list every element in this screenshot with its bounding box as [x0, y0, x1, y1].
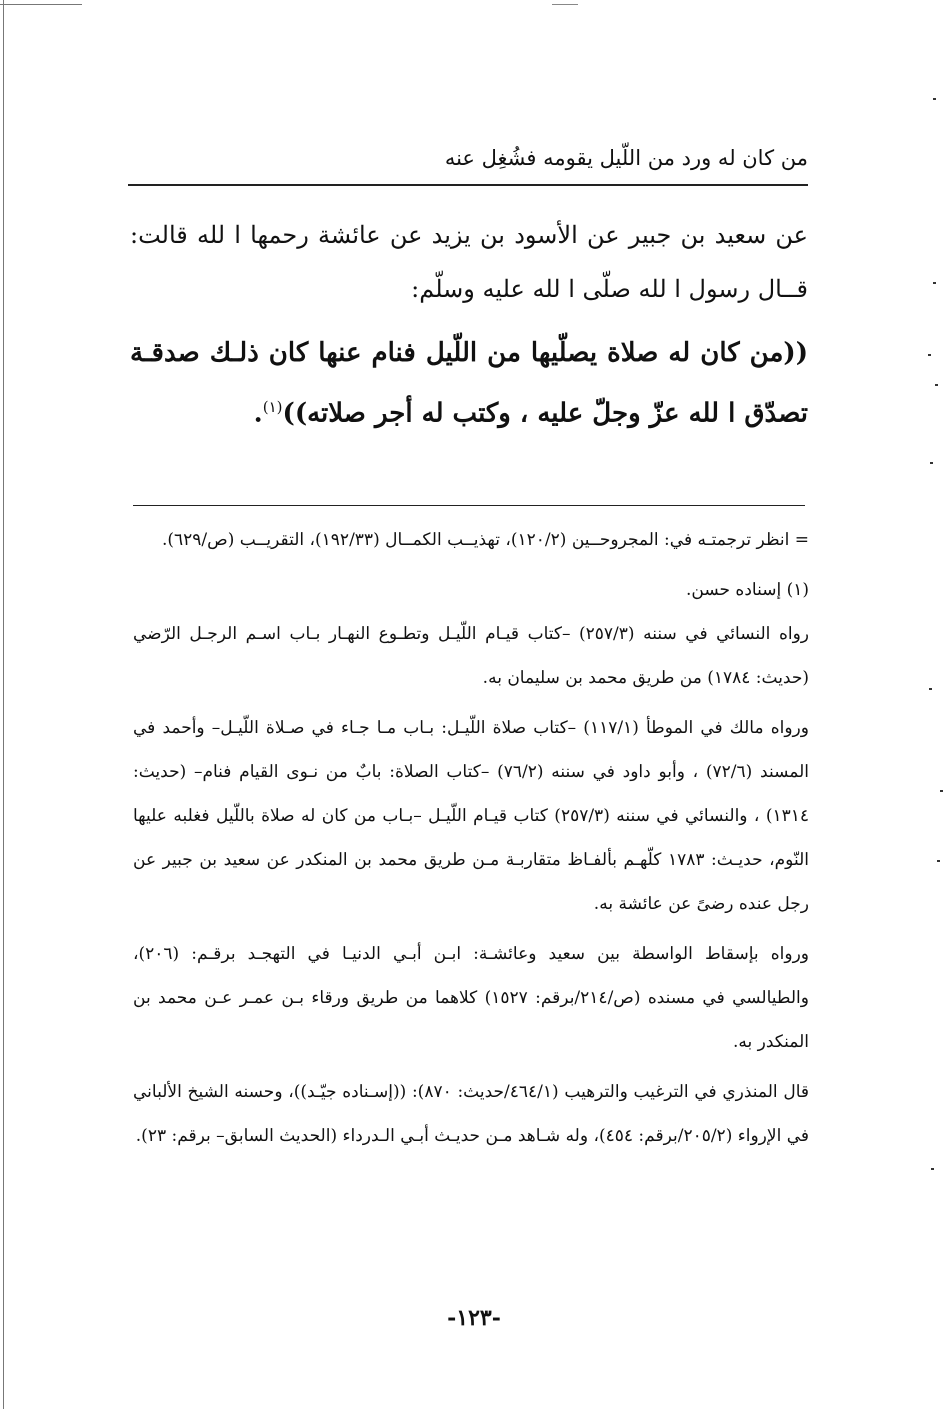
footnote-reference: (١)	[262, 398, 283, 416]
header-rule	[128, 184, 808, 186]
scan-mark	[552, 4, 578, 5]
scan-speck	[933, 282, 936, 284]
scan-speck	[940, 790, 943, 792]
main-text	[130, 208, 808, 441]
scan-speck	[930, 462, 933, 464]
footnote-separator	[133, 505, 805, 506]
footnote-paragraph: ورواه بإسقاط الواسطة بين سعيد وعائشـة: ابـن أبـي الدنيـا في التهجـد برقـم: (٢٠٦)، والطيالسي في مسنده (ص/٢١٤/برقم: ١٥٢٧) كلاهما من طريق ورقاء بـن عمـر عـن محمد بن المنكدر به.	[133, 944, 809, 1052]
scan-speck	[931, 1168, 934, 1170]
running-head: من كان له ورد من اللّيل يقومه فشُغِل عنه	[444, 146, 808, 170]
scan-speck	[933, 98, 936, 100]
footnote-paragraph: ورواه مالك في الموطأ (١١٧/١) –كتاب صلاة اللّيـل: بـاب مـا جـاء في صـلاة اللّيـل– وأحمد في المسند (٧٢/٦) ، وأبو داود في سننه (٧٦/٢) –كتاب الصلاة: بابٌ من نـوى القيام فنام– (حديث: ١٣١٤) ، والنسائي في سننه (٢٥٧/٣) كتاب قيـام اللّيـل –بـاب من كان له صلاة باللّيل فغلبه عليها النّوم، حديـث: ١٧٨٣ كلّهـم بألفـاظ متقاربـة مـن طريق محمد بن المنكدر عن سعيد بن جبير عن رجل عنده رضىً عن عائشة به.	[133, 718, 809, 914]
page-number: -١٢٣-	[447, 1305, 501, 1331]
footnote-paragraph: رواه النسائي في سننه (٢٥٧/٣) –كتاب قيـام اللّيـل وتطـوع النهـار بـاب اسـم الرجـل الرّضي (حديث: ١٧٨٤) من طريق محمد بن سليمان به.	[133, 624, 809, 688]
hadith-isnad: عن سعيد بن جبير عن الأسود بن يزيد عن عائشة رحمها ا لله قالت: قــال رسول ا لله صلّى ا لله عليه وسلّم:	[130, 221, 808, 303]
footnotes	[133, 518, 809, 1164]
footnote-paragraph: قال المنذري في الترغيب والترهيب (٤٦٤/١/حديث: ٨٧٠): ((إسـناده جيّـد))، وحسنه الشيخ الألباني في الإرواء (٢٠٥/٢/برقم: ٤٥٤)، وله شـاهد مـن حديـث أبـي الـدرداء (الحديث السابق– برقم: ٢٣).	[133, 1082, 810, 1146]
page-edge-left	[3, 0, 4, 1409]
scan-speck	[928, 354, 931, 356]
hadith-matn	[130, 326, 808, 441]
scan-speck	[929, 688, 932, 690]
footnote-1-heading: (١) إسناده حسن.	[686, 580, 809, 600]
hadith-end-mark: .	[253, 398, 263, 429]
page-edge-top	[0, 4, 82, 5]
scan-speck	[935, 384, 938, 386]
scan-speck	[937, 860, 940, 862]
footnote-continuation: = انظر ترجمتـه في: المجروحــين (١٢٠/٢)، تهذيــب الكمــال (١٩٢/٣٣)، التقريــب (ص/٦٢٩).	[161, 530, 809, 550]
hadith-matn-text: ((من كان له صلاة يصلّيها من اللّيل فنام عنها كان ذلـك صدقـة تصدّق ا لله عزّ وجلّ عليه ، وكتب له أجر صلاته))	[130, 338, 808, 429]
